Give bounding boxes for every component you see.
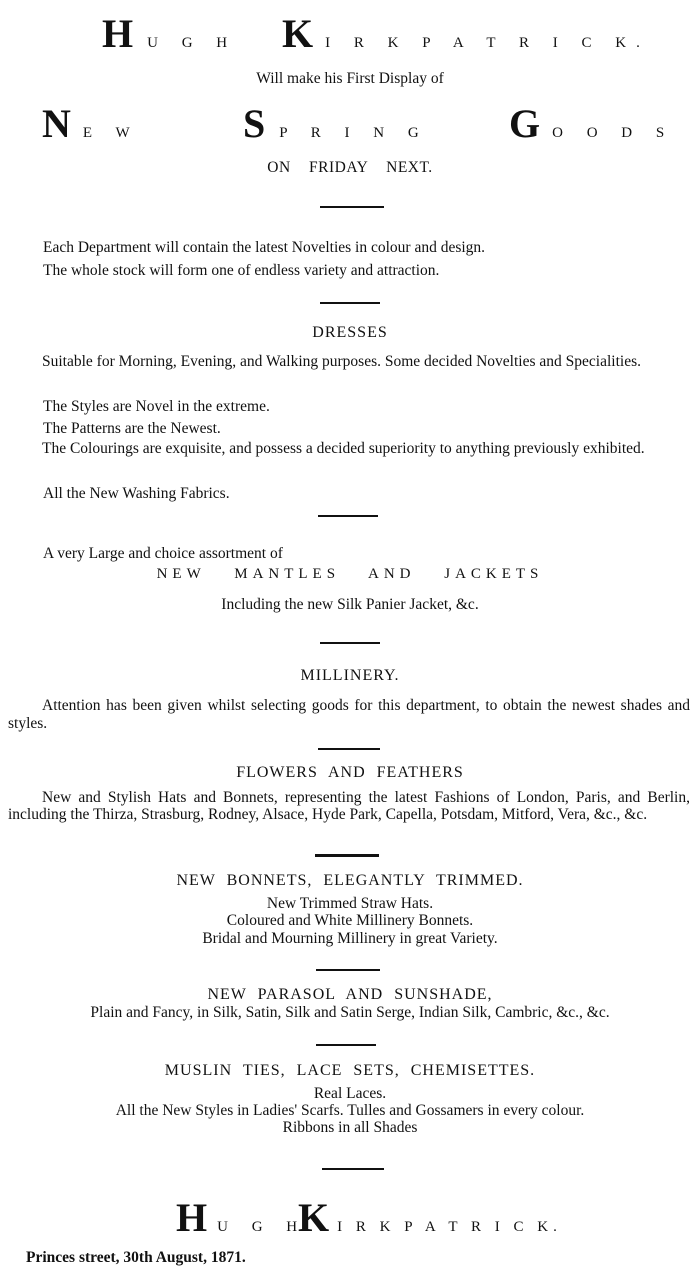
divider <box>322 1168 384 1170</box>
word-new <box>42 101 140 146</box>
dresses-heading: DRESSES <box>312 324 388 341</box>
footer-rest-kirkpatrick: I R K P A T R I C K. <box>337 1219 562 1235</box>
footer-address: Princes street, 30th August, 1871. <box>26 1249 246 1266</box>
divider <box>318 515 378 517</box>
word-new-rest: E W <box>82 125 140 141</box>
millinery-paragraph: Attention has been given whilst selecting goods for this department, to obtain the newest shades and styles. <box>8 697 690 732</box>
title-initial-k: K <box>282 11 314 56</box>
muslin-heading: MUSLIN TIES, LACE SETS, CHEMISETTES. <box>164 1062 536 1079</box>
muslin-line-1: Real Laces. <box>313 1085 387 1102</box>
title-initial-h: H <box>102 11 134 56</box>
word-spring-initial: S <box>243 101 266 146</box>
dresses-paragraph-3: The Patterns are the Newest. <box>43 420 221 437</box>
flowers-heading: FLOWERS AND FEATHERS <box>236 764 464 781</box>
dresses-paragraph-2: The Styles are Novel in the extreme. <box>43 398 270 415</box>
dresses-paragraph-5: All the New Washing Fabrics. <box>43 485 230 502</box>
dresses-paragraph-4: The Colourings are exquisite, and possess a decided superiority to anything previously exhibited. <box>42 440 645 457</box>
title-kirkpatrick <box>282 11 650 56</box>
footer-hugh <box>176 1195 308 1240</box>
footer-initial-k: K <box>298 1195 330 1240</box>
intro-line-2: The whole stock will form one of endless variety and attraction. <box>43 262 440 279</box>
word-spring <box>243 101 429 146</box>
word-spring-rest: P R I N G <box>279 125 429 141</box>
title-rest-hugh: U G H <box>147 35 238 51</box>
footer-initial-h: H <box>176 1195 208 1240</box>
bonnets-heading: NEW BONNETS, ELEGANTLY TRIMMED. <box>176 872 524 889</box>
divider <box>318 748 380 750</box>
date-line: ON FRIDAY NEXT. <box>267 159 433 176</box>
parasol-line-1: Plain and Fancy, in Silk, Satin, Silk and Satin Serge, Indian Silk, Cambric, &c., &c. <box>90 1004 610 1021</box>
word-goods-rest: O O D S <box>552 125 675 141</box>
millinery-heading: MILLINERY. <box>300 667 400 684</box>
title-rest-kirkpatrick: I R K P A T R I C K. <box>325 35 650 51</box>
bonnets-line-2: Coloured and White Millinery Bonnets. <box>226 912 474 929</box>
mantles-sub: Including the new Silk Panier Jacket, &c. <box>221 596 479 613</box>
word-goods <box>509 101 675 146</box>
intro-line-1: Each Department will contain the latest Novelties in colour and design. <box>43 239 486 256</box>
mantles-heading: NEW MANTLES AND JACKETS <box>156 566 544 582</box>
divider <box>320 206 384 208</box>
divider <box>315 854 379 857</box>
parasol-heading: NEW PARASOL AND SUNSHADE, <box>207 986 493 1003</box>
divider <box>320 642 380 644</box>
footer-kirkpatrick <box>298 1195 562 1240</box>
subtitle: Will make his First Display of <box>256 70 444 87</box>
divider <box>320 302 380 304</box>
footer-rest-hugh: U G H <box>217 1219 308 1235</box>
divider <box>316 1044 376 1046</box>
dresses-paragraph-1: Suitable for Morning, Evening, and Walking purposes. Some decided Novelties and Specialities. <box>42 353 641 370</box>
title-hugh <box>102 11 238 56</box>
word-goods-initial: G <box>509 101 541 146</box>
mantles-lead: A very Large and choice assortment of <box>43 545 283 562</box>
muslin-line-2: All the New Styles in Ladies' Scarfs. Tulles and Gossamers in every colour. <box>115 1102 585 1119</box>
bonnets-line-1: New Trimmed Straw Hats. <box>266 895 434 912</box>
divider <box>316 969 380 971</box>
muslin-line-3: Ribbons in all Shades <box>282 1119 418 1136</box>
bonnets-line-3: Bridal and Mourning Millinery in great Variety. <box>202 930 498 947</box>
flowers-paragraph: New and Stylish Hats and Bonnets, representing the latest Fashions of London, Paris, and Berlin, including the Thirza, Strasburg, Rodney, Alsace, Hyde Park, Capella, Potsdam, Mitford, Vera, &c., &c. <box>8 789 690 823</box>
word-new-initial: N <box>42 101 71 146</box>
